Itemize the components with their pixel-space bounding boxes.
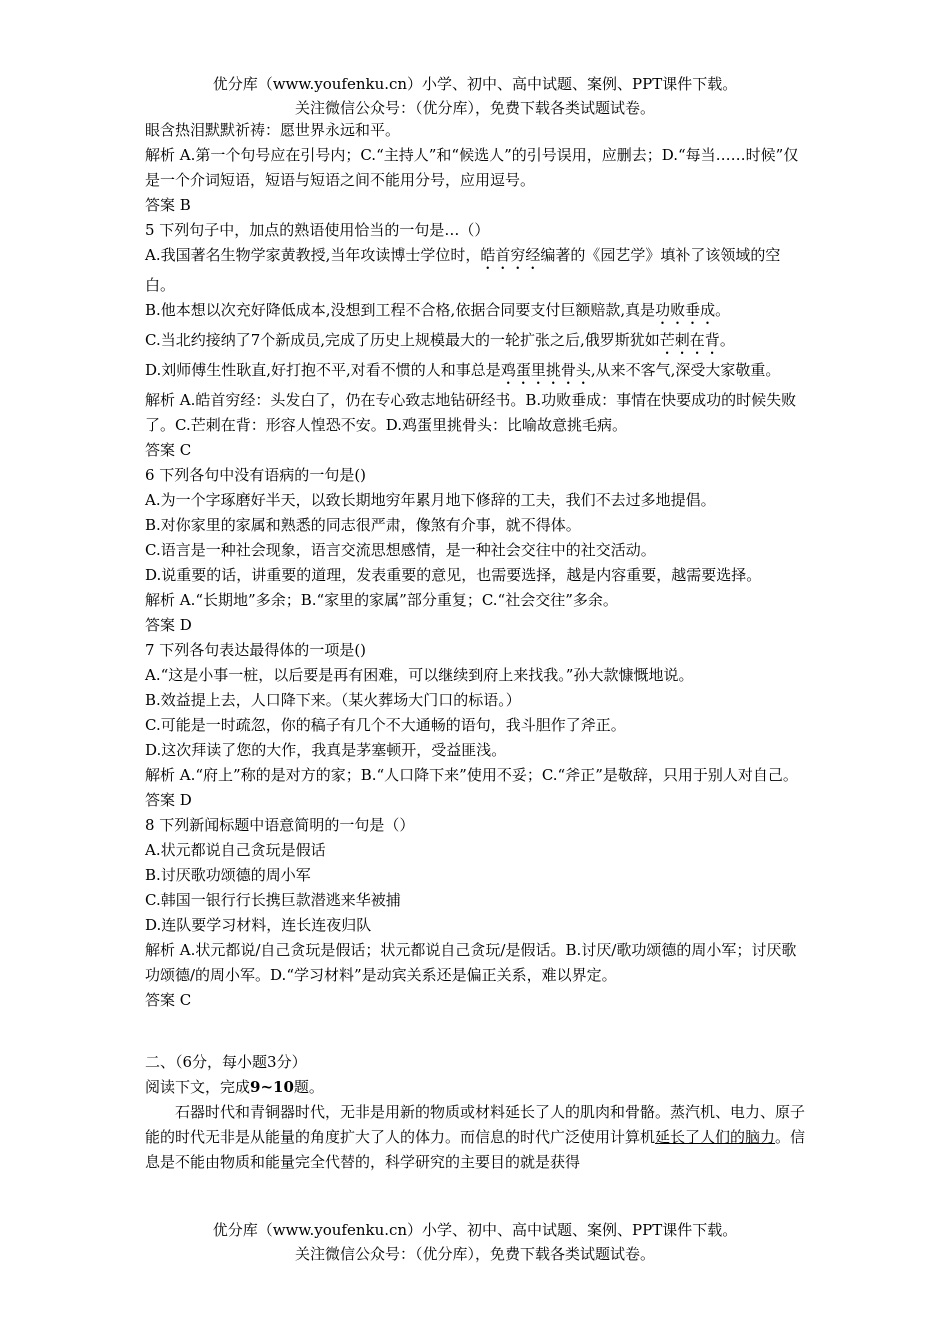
text-span: B.他本想以次充好降低成本,没想到工程不合格,依据合同要支付巨额赔款,真是 <box>145 301 656 319</box>
section-2-title: 二、（6分，每小题3分） <box>145 1053 307 1071</box>
q8-option-a: A.状元都说自己贪玩是假话 <box>145 841 326 859</box>
dotted-idiom: 功败垂成 <box>655 301 716 319</box>
q7-option-c: C.可能是一时疏忽，你的稿子有几个不大通畅的语句，我斗胆作了斧正。 <box>145 716 626 734</box>
q6-stem: 6 下列各句中没有语病的一句是() <box>145 466 367 484</box>
q7-answer: 答案 D <box>145 791 192 809</box>
paragraph: 眼含热泪默默祈祷：愿世界永远和平。 <box>145 121 401 139</box>
text-span: 编著的《园艺学》填补了该领域的空白。 <box>145 246 781 294</box>
page-header <box>0 72 950 120</box>
q8-option-d: D.连队要学习材料，连长连夜归队 <box>145 916 372 934</box>
q8-answer: 答案 C <box>145 991 192 1009</box>
page-footer <box>0 1218 950 1266</box>
text-span: 阅读下文，完成 <box>145 1078 251 1096</box>
dotted-idiom: 芒刺在背 <box>659 331 720 349</box>
q8-option-c: C.韩国一银行行长携巨款潜逃来华被捕 <box>145 891 401 909</box>
q6-option-d: D.说重要的话，讲重要的道理，发表重要的意见，也需要选择，越是内容重要，越需要选择。 <box>145 566 762 584</box>
q5-answer: 答案 C <box>145 441 192 459</box>
footer-line-1: 优分库（www.youfenku.cn）小学、初中、高中试题、案例、PPT课件下载。 <box>212 1221 738 1239</box>
q4-analysis: 解析 A.第一个句号应在引号内；C.“主持人”和“候选人”的引号误用，应删去；D.“每当……时候”仅是一个介词短语，短语与短语之间不能用分号，应用逗号。 <box>145 146 799 189</box>
q8-analysis: 解析 A.状元都说/自己贪玩是假话；状元都说自己贪玩/是假话。B.讨厌/歌功颂德的周小军；讨厌歌功颂德/的周小军。D.“学习材料”是动宾关系还是偏正关系，难以界定。 <box>145 941 797 984</box>
q7-analysis: 解析 A.“府上”称的是对方的家；B.“人口降下来”使用不妥；C.“斧正”是敬辞，只用于别人对自己。 <box>145 766 798 784</box>
spacer <box>145 1013 810 1050</box>
footer-line-2: 关注微信公众号：（优分库），免费下载各类试题试卷。 <box>294 1245 655 1263</box>
q7-option-a: A.“这是小事一桩，以后要是再有困难，可以继续到府上来找我。”孙大款慷慨地说。 <box>145 666 694 684</box>
bold-text: 9~10 <box>250 1078 294 1096</box>
section-2-instruction <box>145 1075 810 1100</box>
text-span: 。 <box>719 331 735 349</box>
q6-option-c: C.语言是一种社会现象，语言交流思想感情，是一种社会交往中的社交活动。 <box>145 541 656 559</box>
q8-stem: 8 下列新闻标题中语意简明的一句是（） <box>145 816 415 834</box>
text-span: D.刘师傅生性耿直,好打抱不平,对看不惯的人和事总是 <box>145 361 501 379</box>
underlined-text: 延长了人们的脑力 <box>655 1128 776 1146</box>
text-span: ,从来不客气,深受大家敬重。 <box>590 361 781 379</box>
q6-option-b: B.对你家里的家属和熟悉的同志很严肃，像煞有介事，就不得体。 <box>145 516 581 534</box>
text-span: 。信息是不能由物质和能量完全代替的，科学研究的主要目的就是获得 <box>145 1128 806 1171</box>
q5-option-b <box>145 298 810 328</box>
header-line-2: 关注微信公众号：（优分库），免费下载各类试题试卷。 <box>294 99 655 117</box>
q6-answer: 答案 D <box>145 616 192 634</box>
q7-option-b: B.效益提上去，人口降下来。（某火葬场大门口的标语。） <box>145 691 521 709</box>
q7-stem: 7 下列各句表达最得体的一项是() <box>145 641 367 659</box>
q5-option-d <box>145 358 810 388</box>
q7-option-d: D.这次拜读了您的大作，我真是茅塞顿开，受益匪浅。 <box>145 741 507 759</box>
text-span: 石器时代和青铜器时代，无非是用新的物质或材料延长了人的肌肉和骨骼。蒸汽机、电力、原子能的时代无非是从能量的角度扩大了人的体力。而信息的时代广泛使用计算机 <box>145 1103 806 1146</box>
reading-passage <box>145 1100 810 1175</box>
q5-option-a <box>145 243 810 298</box>
text-span: A.我国著名生物学家黄教授,当年攻读博士学位时， <box>145 246 481 264</box>
q8-option-b: B.讨厌歌功颂德的周小军 <box>145 866 311 884</box>
dotted-idiom: 皓首穷经 <box>480 246 541 264</box>
q6-option-a: A.为一个字琢磨好半天，以致长期地穷年累月地下修辞的工夫，我们不去过多地提倡。 <box>145 491 716 509</box>
text-span: C.当北约接纳了7个新成员,完成了历史上规模最大的一轮扩张之后,俄罗斯犹如 <box>145 331 660 349</box>
q5-analysis: 解析 A.皓首穷经：头发白了，仍在专心致志地钻研经书。B.功败垂成：事情在快要成功的时候失败了。C.芒刺在背：形容人惶恐不安。D.鸡蛋里挑骨头：比喻故意挑毛病。 <box>145 391 797 434</box>
q5-option-c <box>145 328 810 358</box>
text-span: 题。 <box>293 1078 324 1096</box>
q4-answer: 答案 B <box>145 196 191 214</box>
q6-analysis: 解析 A.“长期地”多余；B.“家里的家属”部分重复；C.“社会交往”多余。 <box>145 591 618 609</box>
text-span: 。 <box>715 301 731 319</box>
document-body <box>145 118 810 1175</box>
header-line-1: 优分库（www.youfenku.cn）小学、初中、高中试题、案例、PPT课件下载。 <box>212 75 738 93</box>
q5-stem: 5 下列句子中，加点的熟语使用恰当的一句是…（） <box>145 221 490 239</box>
dotted-idiom: 鸡蛋里挑骨头 <box>500 361 591 379</box>
